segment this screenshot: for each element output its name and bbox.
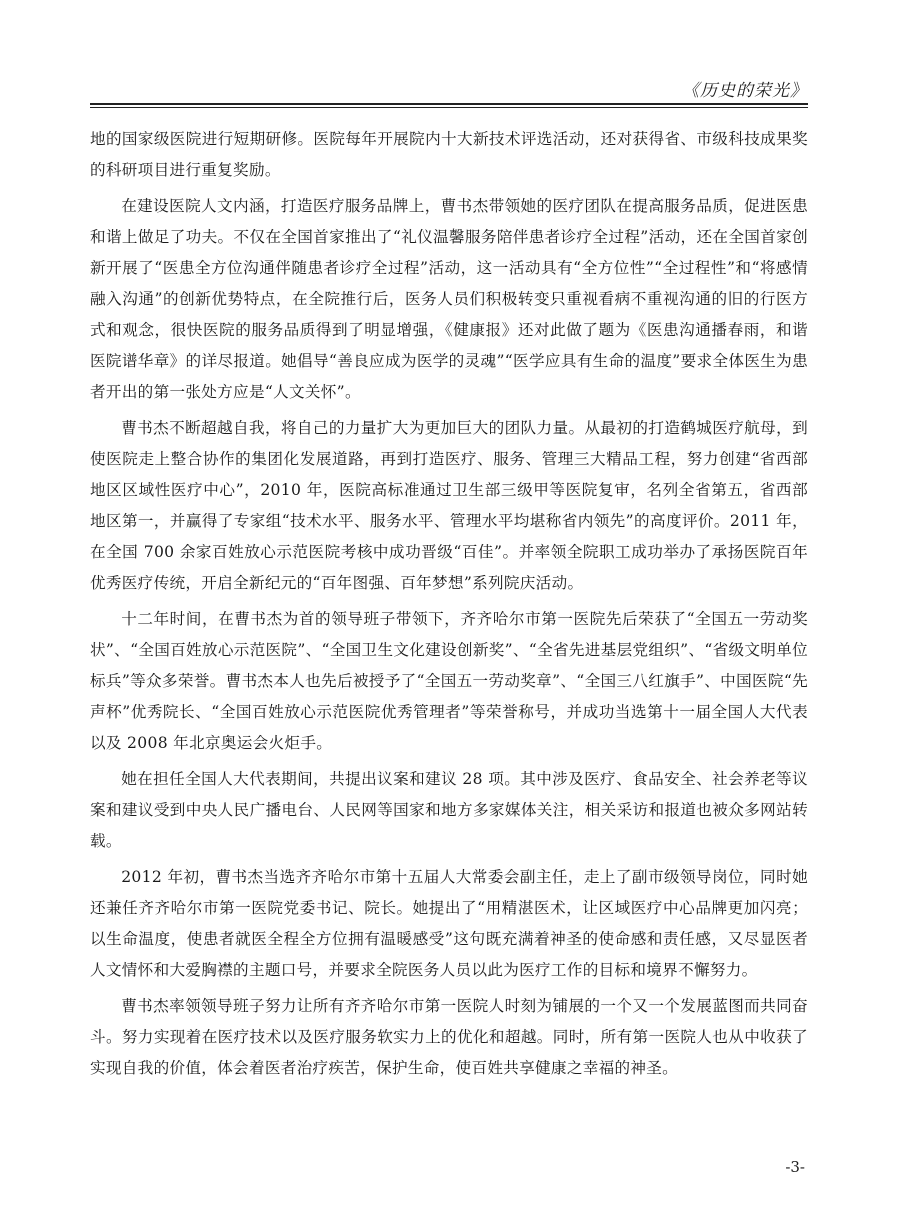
paragraph: 她在担任全国人大代表期间，共提出议案和建议 28 项。其中涉及医疗、食品安全、社会养老等议案和建议受到中央人民广播电台、人民网等国家和地方多家媒体关注，相关采访和报道也被众多网站转载。	[90, 770, 808, 850]
paragraph: 2012 年初，曹书杰当选齐齐哈尔市第十五届人大常委会副主任，走上了副市级领导岗位，同时她还兼任齐齐哈尔市第一医院党委书记、院长。她提出了“用精湛医术，让区域医疗中心品牌更加闪亮；以生命温度，使患者就医全程全方位拥有温暖感受”这句既充满着神圣的使命感和责任感，又尽显医者人文情怀和大爱胸襟的主题口号，并要求全院医务人员以此为医疗工作的目标和境界不懈努力。	[90, 868, 808, 979]
paragraph: 十二年时间，在曹书杰为首的领导班子带领下，齐齐哈尔市第一医院先后荣获了“全国五一劳动奖状”、“全国百姓放心示范医院”、“全国卫生文化建设创新奖”、“全省先进基层党组织”、“省级文明单位标兵”等众多荣誉。曹书杰本人也先后被授予了“全国五一劳动奖章”、“全国三八红旗手”、中国医院“先声杯”优秀院长、“全国百姓放心示范医院优秀管理者”等荣誉称号，并成功当选第十一届全国人大代表以及 2008 年北京奥运会火炬手。	[90, 610, 808, 752]
header-rule-thin	[90, 107, 808, 108]
page-number: -3-	[785, 1158, 805, 1176]
page-header	[90, 0, 808, 108]
paragraph: 曹书杰率领领导班子努力让所有齐齐哈尔市第一医院人时刻为铺展的一个又一个发展蓝图而共同奋斗。努力实现着在医疗技术以及医疗服务软实力上的优化和超越。同时，所有第一医院人也从中收获了实现自我的价值，体会着医者治疗疾苦，保护生命，使百姓共享健康之幸福的神圣。	[90, 997, 808, 1077]
body-text	[90, 124, 808, 1089]
header-rule	[90, 103, 808, 105]
paragraph: 在建设医院人文内涵，打造医疗服务品牌上，曹书杰带领她的医疗团队在提高服务品质，促进医患和谐上做足了功夫。不仅在全国首家推出了“礼仪温馨服务陪伴患者诊疗全过程”活动，还在全国首家创新开展了“医患全方位沟通伴随患者诊疗全过程”活动，这一活动具有“全方位性”“全过程性”和“将感情融入沟通”的创新优势特点，在全院推行后，医务人员们积极转变只重视看病不重视沟通的旧的行医方式和观念，很快医院的服务品质得到了明显增强，《健康报》还对此做了题为《医患沟通播春雨，和谐医院谱华章》的详尽报道。她倡导“善良应成为医学的灵魂”“医学应具有生命的温度”要求全体医生为患者开出的第一张处方应是“人文关怀”。	[90, 197, 808, 401]
paragraph: 曹书杰不断超越自我，将自己的力量扩大为更加巨大的团队力量。从最初的打造鹤城医疗航母，到使医院走上整合协作的集团化发展道路，再到打造医疗、服务、管理三大精品工程，努力创建“省西部地区区域性医疗中心”，2010 年，医院高标准通过卫生部三级甲等医院复审，名列全省第五，省西部地区第一，并赢得了专家组“技术水平、服务水平、管理水平均堪称省内领先”的高度评价。2011 年，在全国 700 余家百姓放心示范医院考核中成功晋级“百佳”。并率领全院职工成功举办了承扬医院百年优秀医疗传统，开启全新纪元的“百年图强、百年梦想”系列院庆活动。	[90, 419, 808, 592]
paragraph-continuation: 地的国家级医院进行短期研修。医院每年开展院内十大新技术评选活动，还对获得省、市级科技成果奖的科研项目进行重复奖励。	[90, 130, 808, 179]
running-title: 《历史的荣光》	[682, 81, 808, 101]
